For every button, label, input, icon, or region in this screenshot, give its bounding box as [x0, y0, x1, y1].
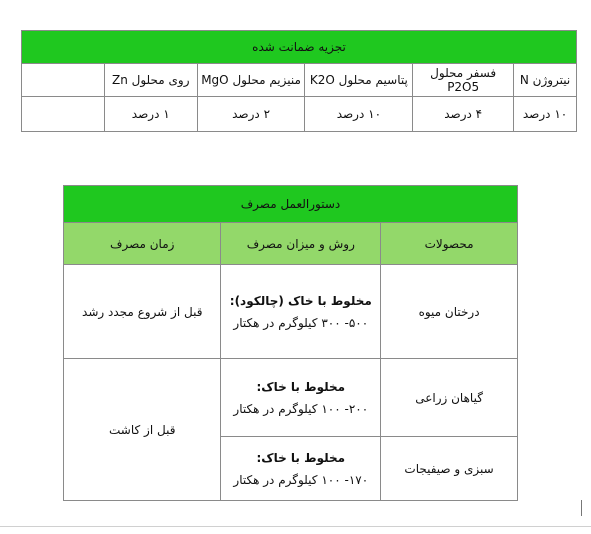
value-magnesium: ۲ درصد: [197, 97, 305, 132]
header-empty: [22, 64, 105, 97]
method-title: مخلوط با خاک:: [256, 450, 346, 465]
row-method: [221, 359, 381, 437]
value-empty: [22, 97, 105, 132]
column-products: محصولات: [381, 223, 518, 265]
row-product: درختان میوه: [381, 265, 518, 359]
value-zinc: ۱ درصد: [104, 97, 197, 132]
row-product: گیاهان زراعی: [381, 359, 518, 437]
text-cursor: [581, 500, 582, 516]
row-product: سبزی و صیفیجات: [381, 437, 518, 501]
guaranteed-analysis-table: [21, 30, 577, 132]
header-phosphorus: فسفر محلول P2O5: [413, 64, 514, 97]
value-nitrogen: ۱۰ درصد: [514, 97, 577, 132]
method-amount: ۱۷۰- ۱۰۰ کیلوگرم در هکتار: [233, 472, 369, 487]
value-phosphorus: ۴ درصد: [413, 97, 514, 132]
method-amount: ۵۰۰- ۳۰۰ کیلوگرم در هکتار: [233, 315, 369, 330]
header-potassium: پتاسیم محلول K2O: [305, 64, 413, 97]
row-method: [221, 265, 381, 359]
row-time: قبل از کاشت: [64, 359, 221, 501]
page-bottom-divider: [0, 526, 591, 527]
row-time: قبل از شروع مجدد رشد: [64, 265, 221, 359]
value-potassium: ۱۰ درصد: [305, 97, 413, 132]
header-zinc: روی محلول Zn: [104, 64, 197, 97]
header-magnesium: منیزیم محلول MgO: [197, 64, 305, 97]
row-method: [221, 437, 381, 501]
usage-instructions-title: دستورالعمل مصرف: [64, 186, 518, 223]
method-title: مخلوط با خاک (چالکود):: [229, 293, 372, 308]
method-title: مخلوط با خاک:: [256, 379, 346, 394]
usage-instructions-table: [63, 185, 518, 501]
column-time: زمان مصرف: [64, 223, 221, 265]
header-nitrogen: نیتروژن N: [514, 64, 577, 97]
column-method: روش و میزان مصرف: [221, 223, 381, 265]
guaranteed-analysis-title: تجزیه ضمانت شده: [22, 31, 577, 64]
method-amount: ۲۰۰- ۱۰۰ کیلوگرم در هکتار: [233, 401, 369, 416]
